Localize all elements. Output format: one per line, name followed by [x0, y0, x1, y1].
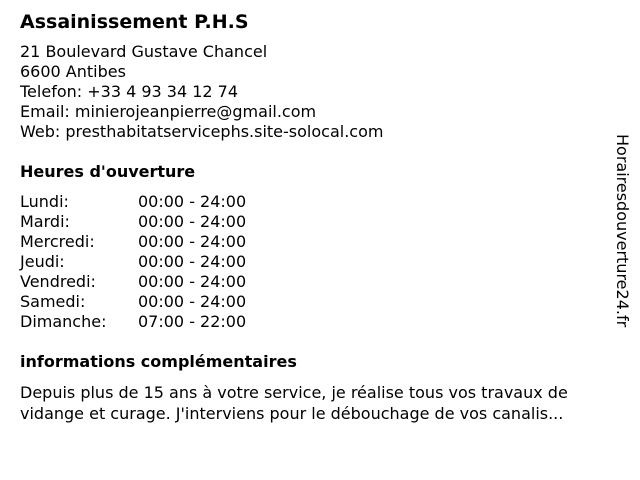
email-line: Email: minierojeanpierre@gmail.com	[20, 102, 317, 121]
day-label: Mardi:	[20, 212, 70, 231]
day-label: Jeudi:	[20, 252, 65, 271]
time-range: 07:00 - 22:00	[138, 312, 247, 331]
side-brand-watermark: Horairesdouverture24.fr	[613, 134, 632, 328]
web-line: Web: presthabitatservicephs.site-solocal.com	[20, 122, 384, 141]
hours-row-wednesday	[20, 232, 610, 252]
time-range: 00:00 - 24:00	[138, 292, 247, 311]
hours-row-monday	[20, 192, 610, 212]
day-label: Lundi:	[20, 192, 69, 211]
opening-hours-heading: Heures d'ouverture	[20, 162, 196, 181]
day-label: Samedi:	[20, 292, 86, 311]
day-label: Vendredi:	[20, 272, 96, 291]
additional-info-heading: informations complémentaires	[20, 352, 297, 371]
time-range: 00:00 - 24:00	[138, 192, 247, 211]
business-name: Assainissement P.H.S	[20, 11, 249, 33]
time-range: 00:00 - 24:00	[138, 232, 247, 251]
contact-block	[20, 42, 610, 142]
additional-info-text: Depuis plus de 15 ans à votre service, je réalise tous vos travaux de vidange et curage. J'interviens pour le débouchage de vos canalis...	[20, 383, 568, 423]
time-range: 00:00 - 24:00	[138, 272, 247, 291]
hours-row-thursday	[20, 252, 610, 272]
hours-row-saturday	[20, 292, 610, 312]
hours-row-tuesday	[20, 212, 610, 232]
opening-hours-table	[20, 192, 610, 332]
hours-row-sunday	[20, 312, 610, 332]
time-range: 00:00 - 24:00	[138, 252, 247, 271]
business-card	[20, 10, 610, 424]
address-city: 6600 Antibes	[20, 62, 126, 81]
address-street: 21 Boulevard Gustave Chancel	[20, 42, 268, 61]
hours-row-friday	[20, 272, 610, 292]
phone-line: Telefon: +33 4 93 34 12 74	[20, 82, 239, 101]
time-range: 00:00 - 24:00	[138, 212, 247, 231]
day-label: Dimanche:	[20, 312, 107, 331]
day-label: Mercredi:	[20, 232, 95, 251]
